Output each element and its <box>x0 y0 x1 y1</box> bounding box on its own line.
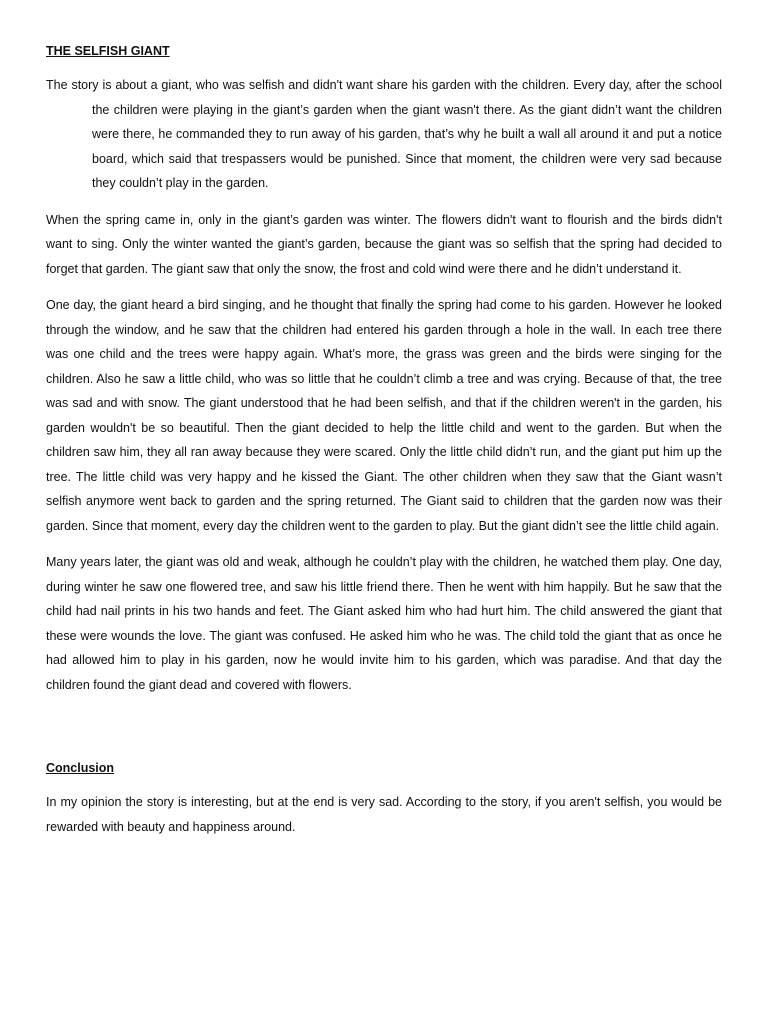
paragraph-intro: The story is about a giant, who was selfish and didn't want share his garden with the children. Every day, after the school the children were playing in the giant’s garden when the giant wasn't there. As the giant didn’t want the children were there, he commanded they to run away of his garden, that’s why he built a wall all around it and put a notice board, which said that trespassers would be punished. Since that moment, the children were very sad because they couldn’t play in the garden. <box>46 78 722 190</box>
conclusion-paragraph: In my opinion the story is interesting, but at the end is very sad. According to the story, if you aren't selfish, you would be rewarded with beauty and happiness around. <box>46 795 722 834</box>
document-title: THE SELFISH GIANT <box>46 44 170 58</box>
section-spacer <box>46 709 722 759</box>
paragraph-years-later: Many years later, the giant was old and weak, although he couldn’t play with the children, he watched them play. One day, during winter he saw one flowered tree, and saw his little friend there. Then he went with him happily. But he saw that the child had nail prints in his two hands and feet. The Giant asked him who had hurt him. The child answered the giant that these were wounds the love. The giant was confused. He asked him who he was. The child told the giant that as once he had allowed him to play in his garden, now he would invite him to his garden, which was paradise. And that day the children found the giant dead and covered with flowers. <box>46 555 722 692</box>
paragraph-spring: When the spring came in, only in the giant’s garden was winter. The flowers didn't want to flourish and the birds didn't want to sing. Only the winter wanted the giant’s garden, because the giant was so selfish that the spring had decided to forget that garden. The giant saw that only the snow, the frost and cold wind were there and he didn’t understand it. <box>46 212 722 276</box>
document-page <box>46 42 722 851</box>
paragraph-bird-singing: One day, the giant heard a bird singing, and he thought that finally the spring had come to his garden. However he looked through the window, and he saw that the children had entered his garden through a hole in the wall. In each tree there was one child and the trees were happy again. What’s more, the grass was green and the birds were singing for the children. Also he saw a little child, who was so little that he couldn’t climb a tree and was crying. Because of that, the tree was sad and with snow. The giant understood that he had been selfish, and that if the children weren't in the garden, his garden wouldn't be so beautiful. Then the giant decided to help the little child and went to the garden. But when the children saw him, they all ran away because they were scared. Only the little child didn’t run, and the giant put him up the tree. The little child was very happy and he kissed the Giant. The other children when they saw that the Giant wasn’t selfish anymore went back to garden and the spring returned. The Giant said to children that the garden now was their garden. Since that moment, every day the children went to the garden to play. But the giant didn’t see the little child again. <box>46 298 722 533</box>
conclusion-heading: Conclusion <box>46 761 115 775</box>
